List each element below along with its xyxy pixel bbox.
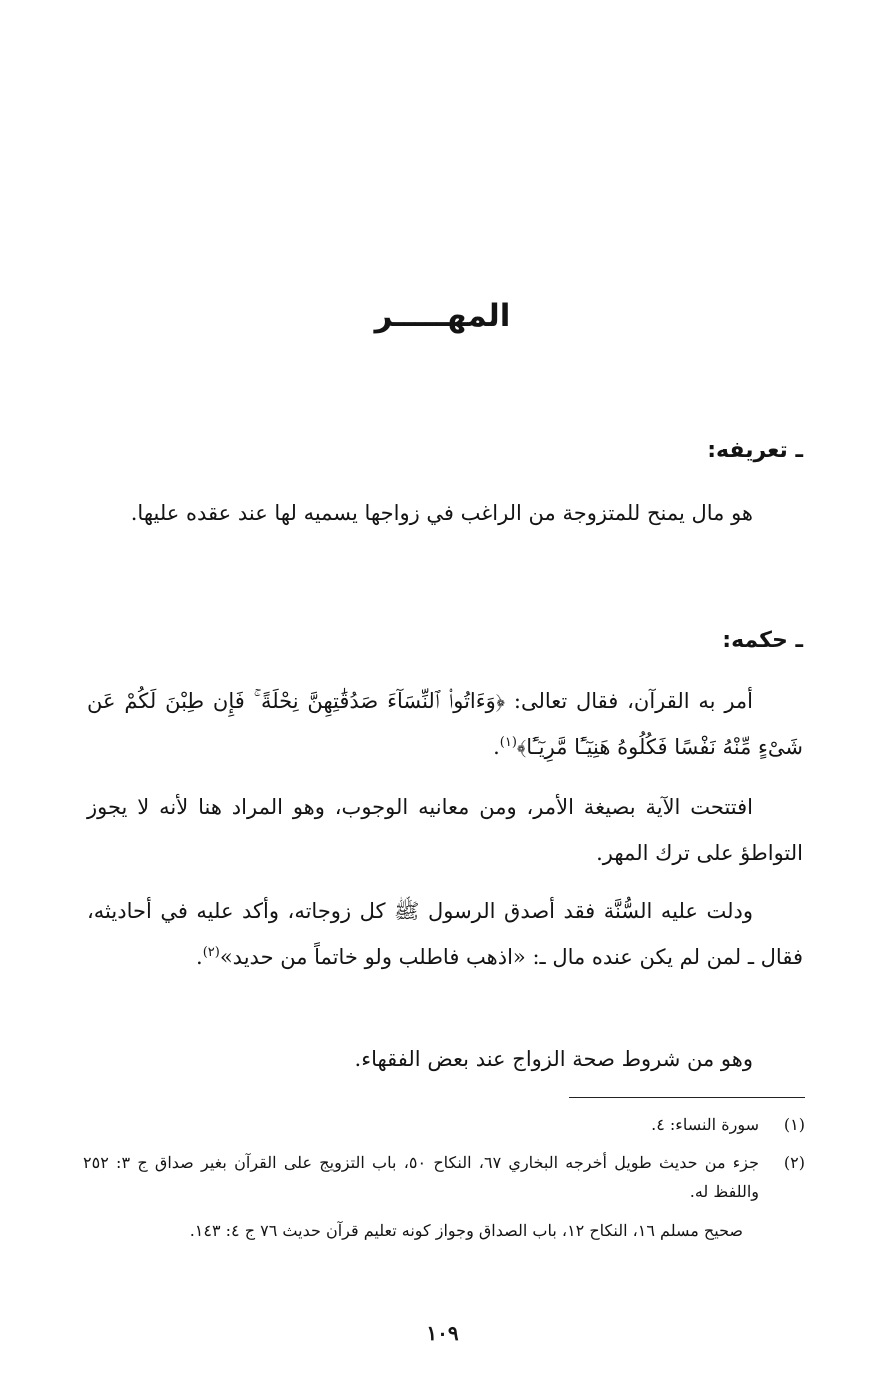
footnote-number-1: (١) <box>783 1115 805 1134</box>
sunnah-paragraph <box>87 888 803 980</box>
footnote-text-2b: صحيح مسلم ١٦، النكاح ١٢، باب الصداق وجواز كونه تعليم قرآن حديث ٧٦ ج ٤: ١٤٣. <box>189 1221 743 1240</box>
footnote-2-continuation <box>83 1216 805 1245</box>
condition-paragraph: وهو من شروط صحة الزواج عند بعض الفقهاء. <box>354 1047 753 1071</box>
footnote-ref-2: (٢) <box>202 945 220 960</box>
footnote-number-2: (٢) <box>783 1153 805 1172</box>
quran-verse-text: أمر به القرآن، فقال تعالى: ﴿وَءَاتُوا۟ ٱلنِّسَآءَ صَدُقَٰتِهِنَّ نِحْلَةً ۚ فَإِن طِبْنَ لَكُمْ عَن شَىْءٍ مِّنْهُ نَفْسًا فَكُلُوهُ هَنِيٓـًٔا مَّرِيٓـًٔا﴾ <box>87 689 803 759</box>
footnote-2 <box>83 1148 805 1206</box>
page-number: ١٠٩ <box>426 1321 459 1345</box>
sunnah-paragraph-end: . <box>196 945 203 969</box>
footnote-text-1: سورة النساء: ٤. <box>651 1115 759 1134</box>
footnote-ref-1: (١) <box>499 735 517 750</box>
page-title: المهـــــر <box>374 298 511 334</box>
verse-paragraph-end: . <box>493 735 500 759</box>
definition-heading: ـ تعريفه: <box>707 438 803 463</box>
footnote-1 <box>83 1110 805 1139</box>
footnote-text-2: جزء من حديث طويل أخرجه البخاري ٦٧، النكاح ٥٠، باب التزويج على القرآن بغير صداق ج ٣: ٢٥٢ واللفظ له. <box>83 1153 760 1201</box>
footnote-separator <box>569 1097 805 1098</box>
sunnah-text: ودلت عليه السُّنَّة فقد أصدق الرسول ﷺ كل زوجاته، وأكد عليه في أحاديثه، فقال ـ لمن لم يكن عنده مال ـ: «اذهب فاطلب ولو خاتماً من حديد» <box>87 899 803 969</box>
quran-verse-paragraph <box>87 678 803 770</box>
ruling-heading: ـ حكمه: <box>722 628 803 653</box>
command-explanation-paragraph: افتتحت الآية بصيغة الأمر، ومن معانيه الوجوب، وهو المراد هنا لأنه لا يجوز التواطؤ على ترك المهر. <box>87 795 803 865</box>
definition-paragraph: هو مال يمنح للمتزوجة من الراغب في زواجها يسميه لها عند عقده عليها. <box>130 501 753 525</box>
